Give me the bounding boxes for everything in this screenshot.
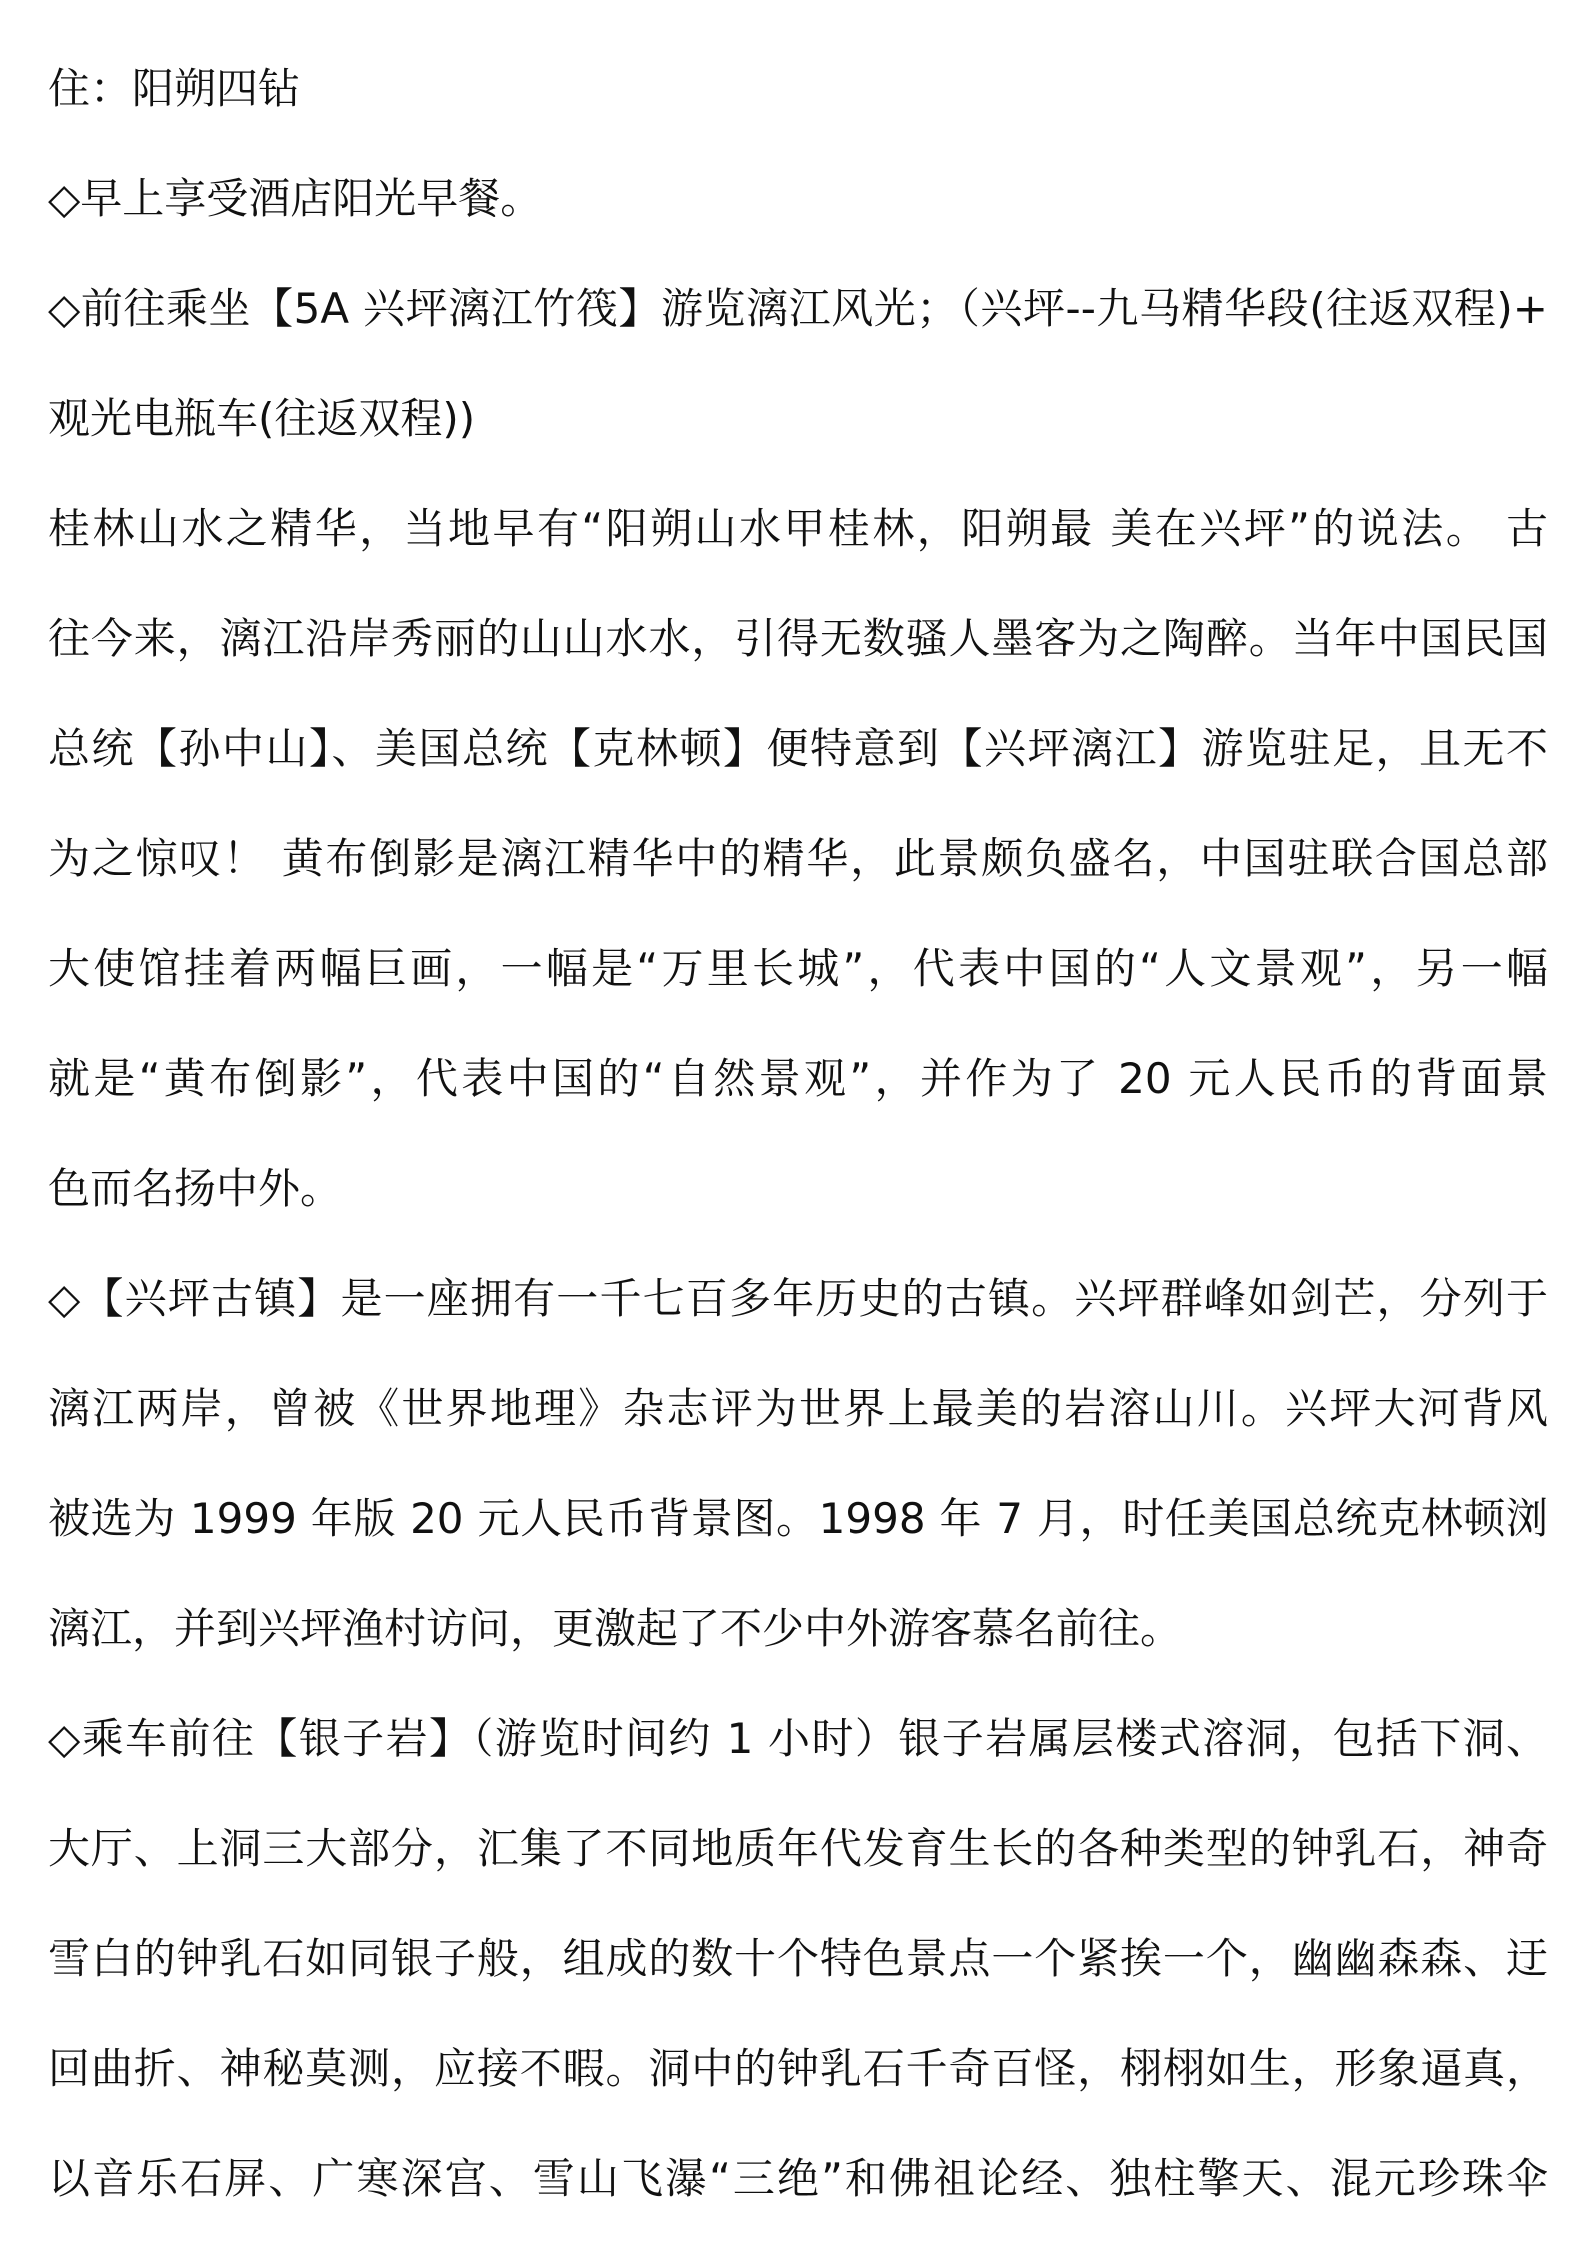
paragraph-line: 为之惊叹！ 黄布倒影是漓江精华中的精华，此景颇负盛名，中国驻联合国总部 (48, 834, 1548, 883)
silver-cave-line: 回曲折、神秘莫测，应接不暇。洞中的钟乳石千奇百怪，栩栩如生，形象逼真， (48, 2044, 1548, 2093)
document-body (48, 34, 1548, 2234)
silver-cave-line: 以音乐石屏、广寒深宫、雪山飞瀑“三绝”和佛祖论经、独柱擎天、混元珍珠伞 (48, 2154, 1548, 2203)
xingping-town-line: 漓江两岸，曾被《世界地理》杂志评为世界上最美的岩溶山川。兴坪大河背风 (48, 1384, 1548, 1433)
paragraph-line: 桂林山水之精华，当地早有“阳朔山水甲桂林，阳朔最 美在兴坪”的说法。 古 (48, 504, 1548, 553)
accommodation-line: 住：阳朔四钻 (48, 64, 301, 113)
silver-cave-line: 大厅、上洞三大部分，汇集了不同地质年代发育生长的各种类型的钟乳石，神奇 (48, 1824, 1548, 1873)
bamboo-raft-line-cont: 观光电瓶车(往返双程)) (48, 394, 476, 443)
xingping-town-line: 被选为 1999 年版 20 元人民币背景图。1998 年 7 月，时任美国总统克林顿浏 (48, 1494, 1548, 1543)
xingping-town-line-end: 漓江，并到兴坪渔村访问，更激起了不少中外游客慕名前往。 (48, 1604, 1183, 1653)
silver-cave-line: 雪白的钟乳石如同银子般，组成的数十个特色景点一个紧挨一个，幽幽森森、迂 (48, 1934, 1548, 1983)
paragraph-line: 往今来，漓江沿岸秀丽的山山水水，引得无数骚人墨客为之陶醉。当年中国民国 (48, 614, 1548, 663)
silver-cave-line: ◇乘车前往【银子岩】（游览时间约 1 小时）银子岩属层楼式溶洞，包括下洞、 (48, 1714, 1548, 1763)
paragraph-line: 就是“黄布倒影”，代表中国的“自然景观”，并作为了 20 元人民币的背面景 (48, 1054, 1548, 1103)
breakfast-line: ◇早上享受酒店阳光早餐。 (48, 174, 543, 223)
xingping-town-line: ◇【兴坪古镇】是一座拥有一千七百多年历史的古镇。兴坪群峰如剑芒，分列于 (48, 1274, 1548, 1323)
paragraph-line: 大使馆挂着两幅巨画，一幅是“万里长城”，代表中国的“人文景观”，另一幅 (48, 944, 1548, 993)
bamboo-raft-line: ◇前往乘坐【5A 兴坪漓江竹筏】游览漓江风光；（兴坪--九马精华段(往返双程)+ (48, 284, 1548, 333)
paragraph-line: 总统【孙中山】、美国总统【克林顿】便特意到【兴坪漓江】游览驻足，且无不 (48, 724, 1548, 773)
paragraph-line-end: 色而名扬中外。 (48, 1164, 343, 1213)
